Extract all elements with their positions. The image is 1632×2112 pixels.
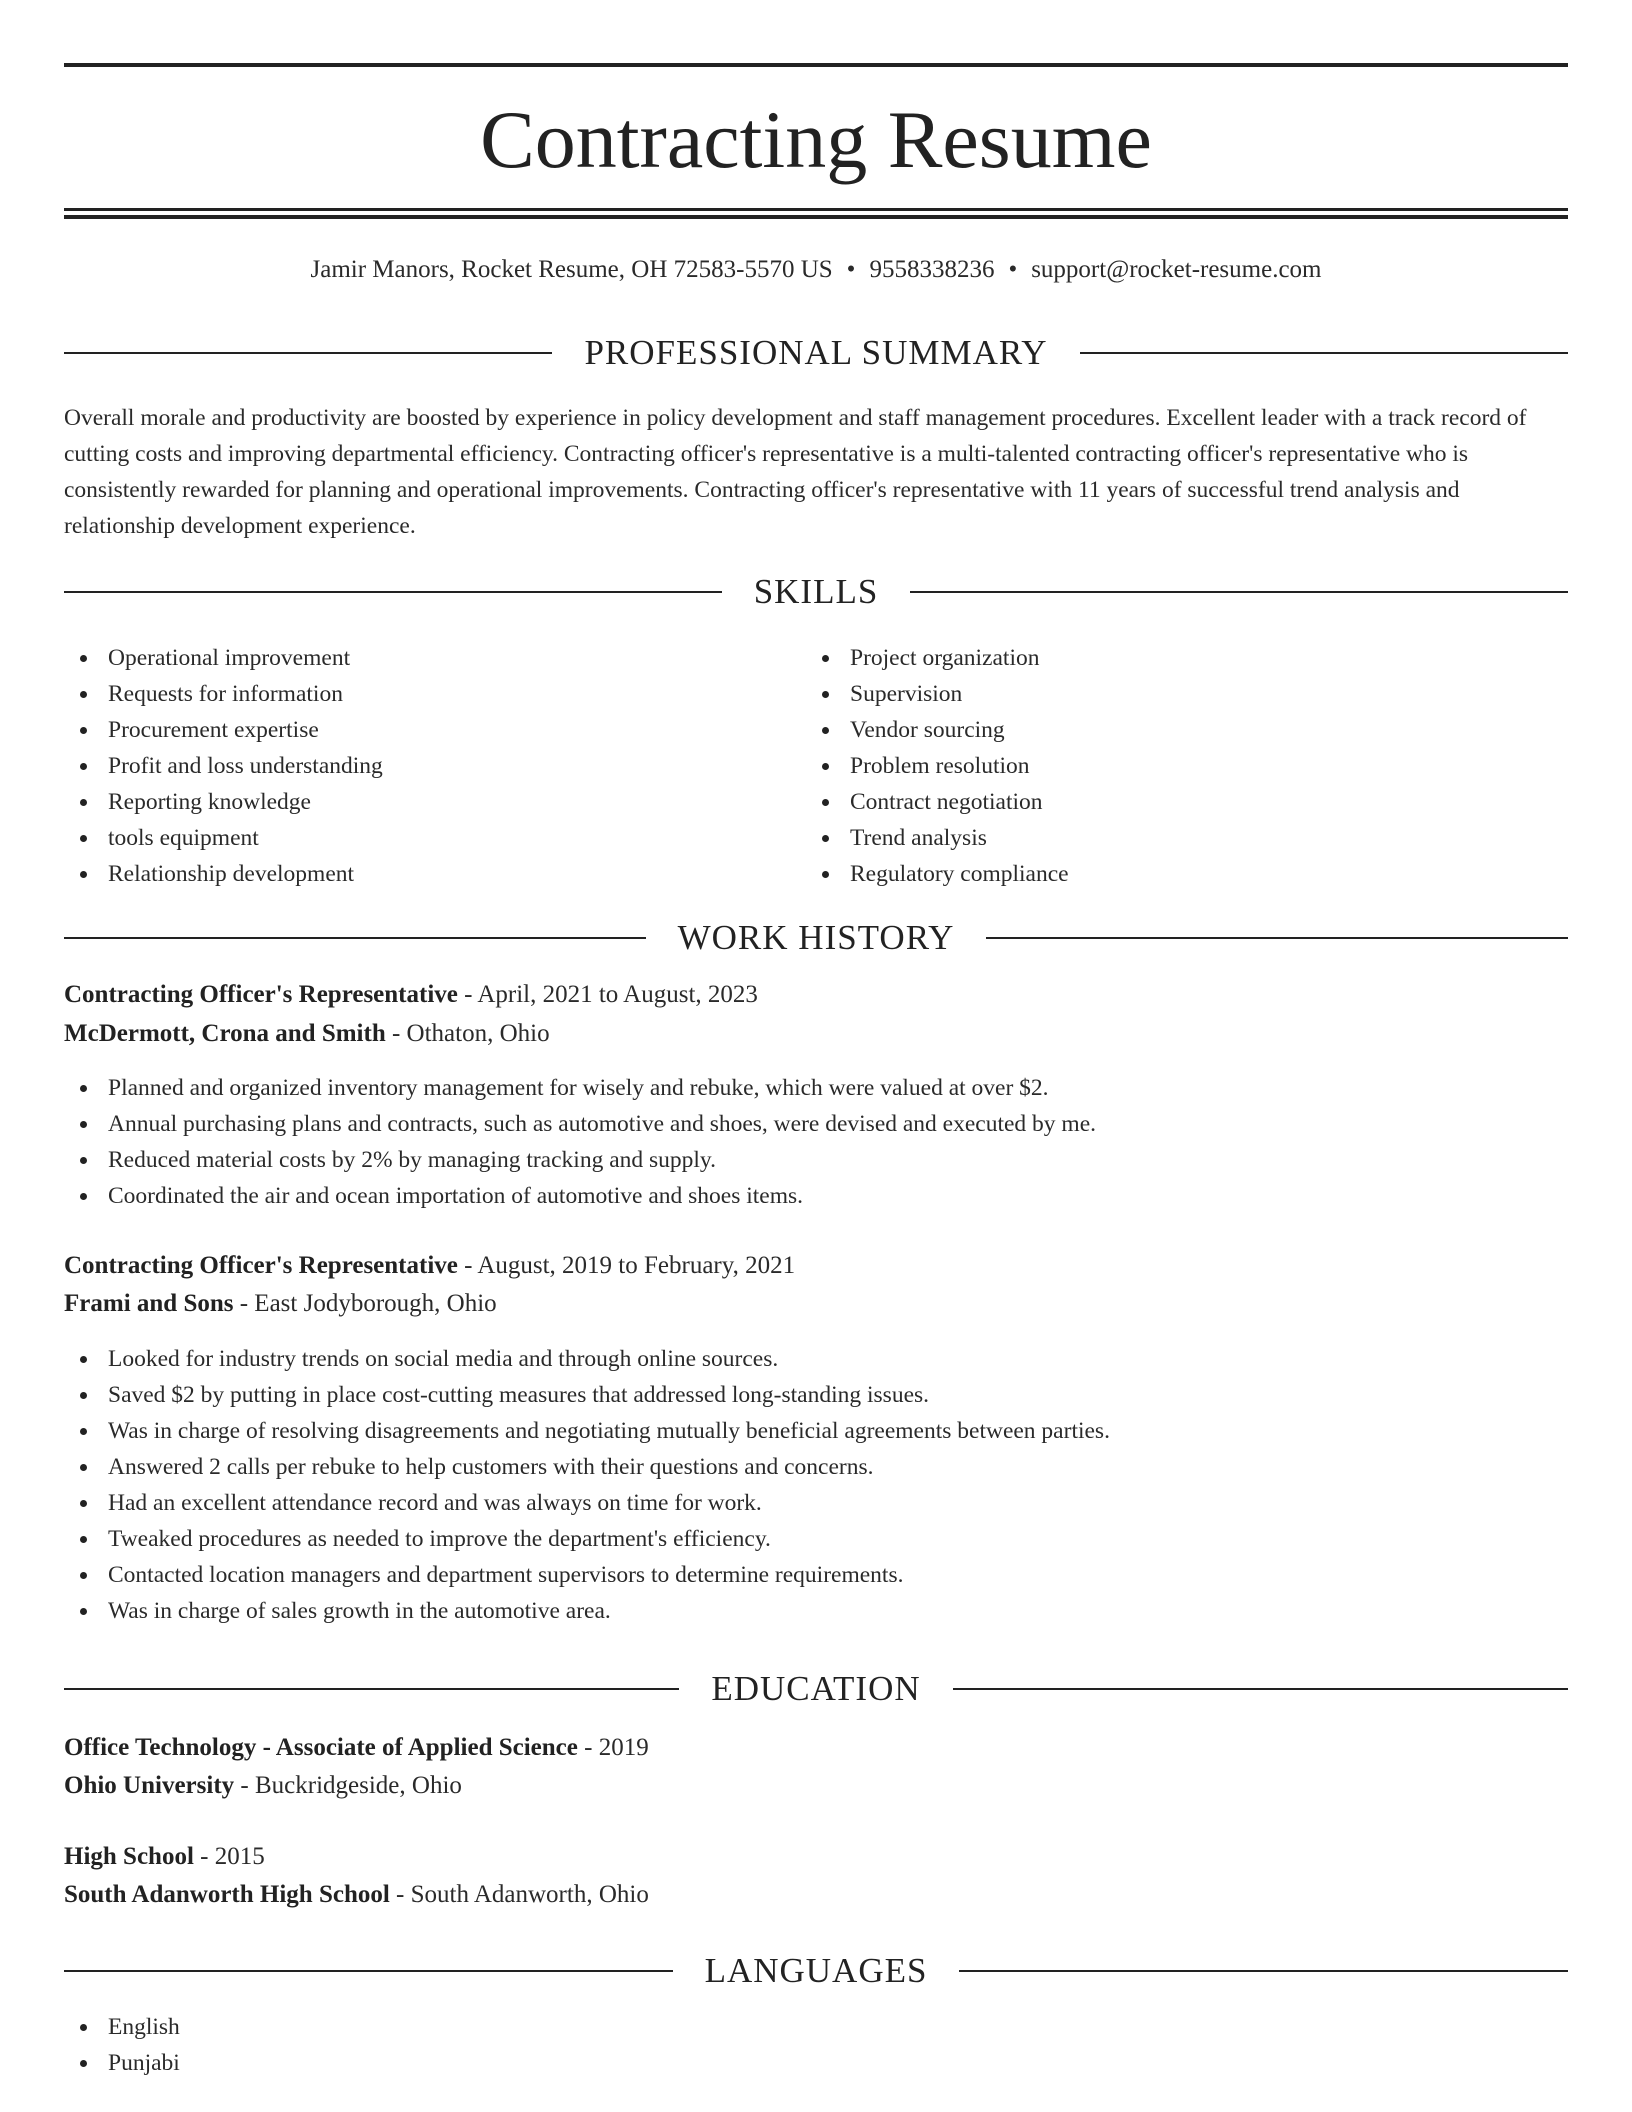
heading-rule — [910, 591, 1568, 593]
language-item: Punjabi — [64, 2045, 804, 2081]
job-bullet: Answered 2 calls per rebuke to help customers with their questions and concerns. — [64, 1449, 1110, 1485]
skill-item: Trend analysis — [806, 820, 1546, 856]
job-title: Contracting Officer's Representative — [64, 981, 458, 1008]
contact-separator: • — [1008, 256, 1018, 283]
section-title: EDUCATION — [711, 1669, 921, 1708]
job-company: McDermott, Crona and Smith — [64, 1020, 386, 1047]
job-bullet: Was in charge of resolving disagreements and negotiating mutually beneficial agreements between parties. — [64, 1413, 1110, 1449]
job-location: - East Jodyborough, Ohio — [233, 1290, 497, 1317]
resume-title: Contracting Resume — [480, 94, 1152, 185]
top-rule — [64, 63, 1568, 67]
job-dates: - April, 2021 to August, 2023 — [457, 981, 758, 1008]
contact-line — [64, 254, 1568, 286]
job-bullet: Tweaked procedures as needed to improve the department's efficiency. — [64, 1521, 1110, 1557]
education-degree: High School — [64, 1843, 194, 1870]
heading-rule — [1080, 352, 1568, 354]
skill-item: Supervision — [806, 676, 1546, 712]
education-degree: Office Technology - Associate of Applied Science — [64, 1734, 578, 1761]
job-company-line — [64, 1286, 497, 1322]
job-title-line — [64, 1248, 795, 1284]
heading-rule — [64, 1970, 673, 1972]
job-company-line — [64, 1016, 550, 1052]
skills-list-left — [64, 640, 804, 892]
section-title: SKILLS — [753, 572, 879, 611]
contact-email: support@rocket-resume.com — [1031, 256, 1322, 283]
skill-item: Contract negotiation — [806, 784, 1546, 820]
section-heading-summary — [64, 333, 1568, 373]
header-rule-lower — [64, 215, 1568, 219]
job-location: - Othaton, Ohio — [385, 1020, 550, 1047]
skill-item: Project organization — [806, 640, 1546, 676]
job-bullet: Saved $2 by putting in place cost-cutting measures that addressed long-standing issues. — [64, 1377, 1110, 1413]
skills-list-right — [806, 640, 1546, 892]
skill-item: Profit and loss understanding — [64, 748, 804, 784]
job-company: Frami and Sons — [64, 1290, 234, 1317]
summary-text: Overall morale and productivity are boosted by experience in policy development and staff management procedures. Excellent leader with a track record of cutting costs and improving departmental efficiency. Contracting officer's representative is a multi-talented contracting officer's representative who is consistently rewarded for planning and operational improvements. Contracting officer's representative with 11 years of successful trend analysis and relationship development experience. — [64, 405, 1527, 539]
job-bullet: Coordinated the air and ocean importation of automotive and shoes items. — [64, 1178, 1096, 1214]
heading-rule — [64, 352, 552, 354]
languages-list — [64, 2009, 804, 2081]
skill-item: tools equipment — [64, 820, 804, 856]
education-school: South Adanworth High School — [64, 1881, 390, 1908]
education-degree-line — [64, 1730, 649, 1766]
education-school-line — [64, 1768, 462, 1804]
language-item: English — [64, 2009, 804, 2045]
job-bullet: Was in charge of sales growth in the automotive area. — [64, 1593, 1110, 1629]
job-bullet: Had an excellent attendance record and was always on time for work. — [64, 1485, 1110, 1521]
section-title: LANGUAGES — [704, 1951, 928, 1990]
section-heading-work — [64, 918, 1568, 958]
job-bullet: Planned and organized inventory management for wisely and rebuke, which were valued at over $2. — [64, 1070, 1096, 1106]
section-heading-education — [64, 1669, 1568, 1709]
skill-item: Relationship development — [64, 856, 804, 892]
education-degree-line — [64, 1839, 265, 1875]
education-year: - 2019 — [577, 1734, 649, 1761]
skill-item: Procurement expertise — [64, 712, 804, 748]
skill-item: Reporting knowledge — [64, 784, 804, 820]
heading-rule — [64, 1688, 679, 1690]
skill-item: Vendor sourcing — [806, 712, 1546, 748]
job-title: Contracting Officer's Representative — [64, 1252, 458, 1279]
heading-rule — [959, 1970, 1568, 1972]
job-bullet: Annual purchasing plans and contracts, such as automotive and shoes, were devised and executed by me. — [64, 1106, 1096, 1142]
job-bullet: Contacted location managers and department supervisors to determine requirements. — [64, 1557, 1110, 1593]
heading-rule — [64, 937, 646, 939]
heading-rule — [64, 591, 722, 593]
job-dates: - August, 2019 to February, 2021 — [457, 1252, 796, 1279]
job-title-line — [64, 977, 758, 1013]
contact-phone: 9558338236 — [869, 256, 995, 283]
header-rule-upper — [64, 208, 1568, 211]
contact-address: Jamir Manors, Rocket Resume, OH 72583-5570 US — [310, 256, 833, 283]
skill-item: Problem resolution — [806, 748, 1546, 784]
skill-item: Operational improvement — [64, 640, 804, 676]
education-school-line — [64, 1877, 649, 1913]
job-bullet: Reduced material costs by 2% by managing tracking and supply. — [64, 1142, 1096, 1178]
job-bullets — [64, 1070, 1096, 1214]
education-year: - 2015 — [193, 1843, 265, 1870]
education-school: Ohio University — [64, 1772, 235, 1799]
contact-separator: • — [846, 256, 856, 283]
skill-item: Requests for information — [64, 676, 804, 712]
heading-rule — [953, 1688, 1568, 1690]
section-heading-skills — [64, 572, 1568, 612]
education-location: - South Adanworth, Ohio — [389, 1881, 649, 1908]
section-title: WORK HISTORY — [677, 918, 955, 957]
section-title: PROFESSIONAL SUMMARY — [584, 333, 1048, 372]
section-heading-languages — [64, 1951, 1568, 1991]
skill-item: Regulatory compliance — [806, 856, 1546, 892]
education-location: - Buckridgeside, Ohio — [234, 1772, 462, 1799]
heading-rule — [986, 937, 1568, 939]
job-bullets — [64, 1341, 1110, 1629]
job-bullet: Looked for industry trends on social media and through online sources. — [64, 1341, 1110, 1377]
